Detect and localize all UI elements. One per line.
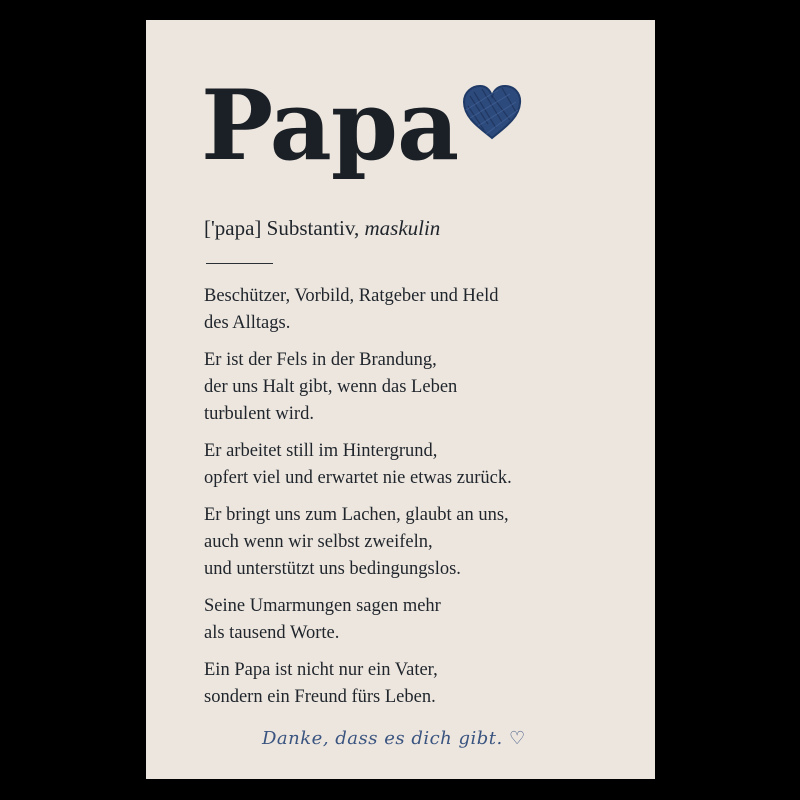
paragraph-line: als tausend Worte. — [204, 623, 340, 643]
definition-paragraph — [204, 347, 624, 428]
paragraph-line: Ein Papa ist nicht nur ein Vater, — [204, 660, 438, 680]
paragraph-line: der uns Halt gibt, wenn das Leben — [204, 377, 458, 397]
paragraph-line: sondern ein Freund fürs Leben. — [204, 687, 436, 707]
paragraph-line: Er ist der Fels in der Brandung, — [204, 350, 437, 370]
definition-paragraph — [204, 438, 624, 492]
paragraph-line: auch wenn wir selbst zweifeln, — [204, 532, 433, 552]
definition-body — [204, 283, 624, 721]
definition-paragraph — [204, 593, 624, 647]
heart-icon — [458, 80, 526, 144]
paragraph-line: Beschützer, Vorbild, Ratgeber und Held — [204, 286, 499, 306]
title-row — [201, 69, 459, 182]
pronunciation-line — [204, 216, 440, 241]
paragraph-line: Er arbeitet still im Hintergrund, — [204, 441, 438, 461]
signature: Danke, dass es dich gibt. ♡ — [262, 728, 526, 749]
paragraph-line: des Alltags. — [204, 313, 291, 333]
paragraph-line: Seine Umarmungen sagen mehr — [204, 596, 441, 616]
poster-title: Papa — [201, 69, 459, 182]
paragraph-line: Er bringt uns zum Lachen, glaubt an uns, — [204, 505, 509, 525]
definition-paragraph — [204, 283, 624, 337]
paragraph-line: opfert viel und erwartet nie etwas zurück. — [204, 468, 512, 488]
definition-poster — [146, 20, 655, 779]
paragraph-line: turbulent wird. — [204, 404, 314, 424]
divider — [206, 263, 273, 264]
definition-paragraph — [204, 502, 624, 583]
definition-paragraph — [204, 657, 624, 711]
gender-text: maskulin — [364, 216, 441, 240]
pronunciation-text: ['papa] Substantiv, — [204, 216, 360, 240]
paragraph-line: und unterstützt uns bedingungslos. — [204, 559, 461, 579]
